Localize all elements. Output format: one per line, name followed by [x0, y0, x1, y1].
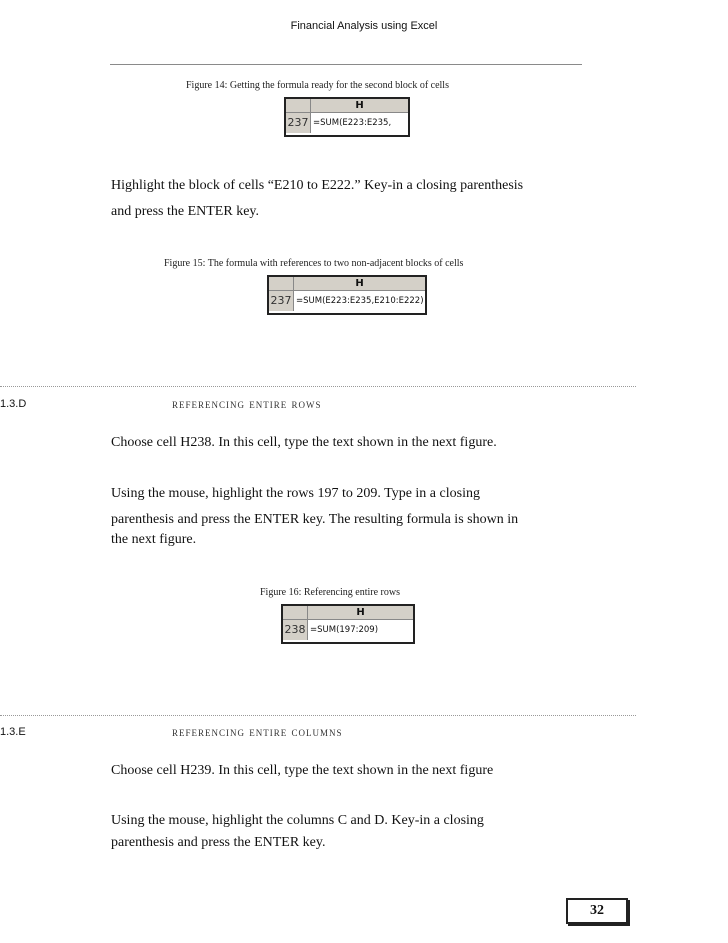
section-e-number: 1.3.E: [0, 726, 26, 738]
figure-15-screenshot: [267, 275, 427, 315]
column-header-h: H: [356, 607, 365, 618]
section-d-title: referencing entire rows: [172, 396, 322, 411]
select-all-corner: [286, 99, 311, 112]
sheet-row: [283, 620, 413, 640]
select-all-corner: [283, 606, 308, 619]
formula-cell: =SUM(E223:E235,: [313, 118, 392, 128]
figure-15-caption: Figure 15: The formula with references to two non-adjacent blocks of cells: [164, 258, 464, 269]
figure-16-caption: Figure 16: Referencing entire rows: [260, 587, 400, 598]
paragraph-3-line-2: parenthesis and press the ENTER key. The resulting formula is shown in: [111, 512, 519, 527]
page-header: Financial Analysis using Excel: [290, 20, 438, 32]
formula-cell: =SUM(E223:E235,E210:E222): [296, 296, 424, 306]
select-all-corner: [269, 277, 294, 290]
paragraph-1-line-2: and press the ENTER key.: [111, 204, 259, 219]
paragraph-3-line-3: the next figure.: [111, 532, 197, 547]
section-divider: [0, 386, 636, 387]
page-number: 32: [566, 898, 628, 924]
paragraph-3-line-1: Using the mouse, highlight the rows 197 to 209. Type in a closing: [111, 486, 480, 501]
column-header-bar: [269, 277, 425, 291]
column-header-h: H: [355, 278, 364, 289]
figure-14-caption: Figure 14: Getting the formula ready for the second block of cells: [186, 80, 449, 91]
figure-16-screenshot: [281, 604, 415, 644]
section-d-number: 1.3.D: [0, 398, 27, 410]
row-number: 237: [269, 291, 294, 311]
paragraph-2: Choose cell H238. In this cell, type the text shown in the next figure.: [111, 435, 497, 450]
formula-cell: =SUM(197:209): [310, 625, 379, 635]
paragraph-5-line-1: Using the mouse, highlight the columns C and D. Key-in a closing: [111, 813, 484, 828]
paragraph-1-line-1: Highlight the block of cells “E210 to E222.” Key-in a closing parenthesis: [111, 178, 524, 193]
section-e-title: referencing entire columns: [172, 724, 343, 739]
column-header-bar: [283, 606, 413, 620]
sheet-row: [269, 291, 425, 311]
row-number: 237: [286, 113, 311, 133]
sheet-row: [286, 113, 408, 133]
figure-14-screenshot: [284, 97, 410, 137]
paragraph-4: Choose cell H239. In this cell, type the text shown in the next figure: [111, 763, 494, 778]
section-divider: [0, 715, 636, 716]
column-header-h: H: [355, 100, 364, 111]
paragraph-5-line-2: parenthesis and press the ENTER key.: [111, 835, 326, 850]
row-number: 238: [283, 620, 308, 640]
header-divider: [110, 64, 582, 65]
column-header-bar: [286, 99, 408, 113]
